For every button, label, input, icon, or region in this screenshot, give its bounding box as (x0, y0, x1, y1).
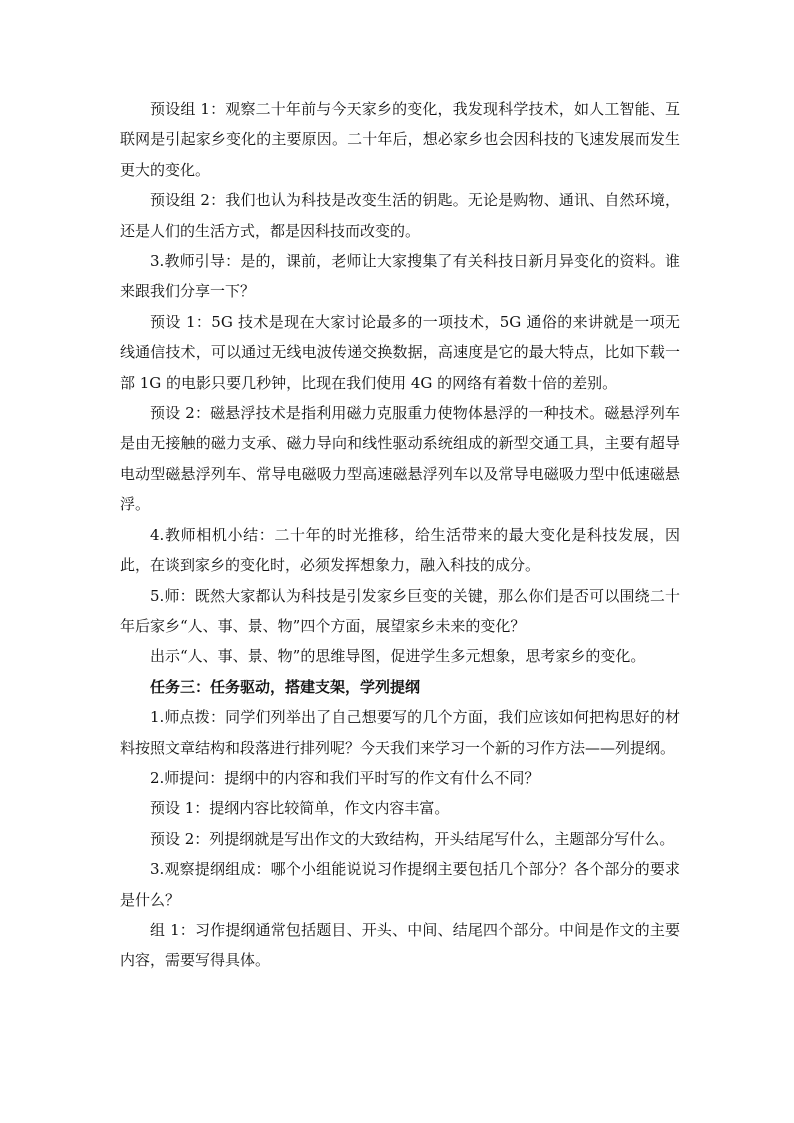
paragraph-preset-outline-2: 预设 2：列提纲就是写出作文的大致结构，开头结尾写什么，主题部分写什么。 (150, 829, 675, 848)
paragraph-group1-preset: 预设组 1：观察二十年前与今天家乡的变化，我发现科学技术，如人工智能、互联网是引起家乡变化的主要原因。二十年后，想必家乡也会因科技的飞速发展而发生更大的变化。 (120, 100, 680, 179)
paragraph-group2-preset: 预设组 2：我们也认为科技是改变生活的钥匙。无论是购物、通讯、自然环境，还是人们的生活方式，都是因科技而改变的。 (120, 191, 680, 240)
document-body (120, 94, 680, 976)
paragraph-group1-outline: 组 1：习作提纲通常包括题目、开头、中间、结尾四个部分。中间是作文的主要内容，需要写得具体。 (120, 920, 680, 970)
paragraph-teacher-question: 2.师提问：提纲中的内容和我们平时写的作文有什么不同？ (150, 768, 540, 787)
paragraph-preset-5g: 预设 1：5G 技术是现在大家讨论最多的一项技术，5G 通俗的来讲就是一项无线通信技术，可以通过无线电波传递交换数据，高速度是它的最大特点，比如下载一部 1G 的电影只要几秒钟，比现在我们使用 4G 的网络有着数十倍的差别。 (120, 312, 680, 392)
paragraph-preset-maglev: 预设 2：磁悬浮技术是指利用磁力克服重力使物体悬浮的一种技术。磁悬浮列车是由无接触的磁力支承、磁力导向和线性驱动系统组成的新型交通工具，主要有超导电动型磁悬浮列车、常导电磁吸力型高速磁悬浮列车以及常导电磁吸力型中低速磁悬浮。 (120, 404, 680, 514)
paragraph-preset-outline-1: 预设 1：提纲内容比较简单，作文内容丰富。 (150, 799, 450, 818)
paragraph-teacher-guide: 3.教师引导：是的，课前，老师让大家搜集了有关科技日新月异变化的资料。谁来跟我们分享一下？ (120, 252, 680, 301)
paragraph-mind-map: 出示“人、事、景、物”的思维导图，促进学生多元想象，思考家乡的变化。 (150, 647, 646, 666)
paragraph-teacher-prompt: 5.师：既然大家都认为科技是引发家乡巨变的关键，那么你们是否可以围绕二十年后家乡“人、事、景、物”四个方面，展望家乡未来的变化？ (120, 586, 680, 635)
section-heading-task3: 任务三：任务驱动，搭建支架，学列提纲 (150, 677, 421, 696)
paragraph-observe-outline: 3.观察提纲组成：哪个小组能说说习作提纲主要包括几个部分？各个部分的要求是什么？ (120, 860, 680, 909)
paragraph-teacher-summary: 4.教师相机小结：二十年的时光推移，给生活带来的最大变化是科技发展，因此，在谈到家乡的变化时，必须发挥想象力，融入科技的成分。 (120, 525, 680, 575)
paragraph-teacher-point: 1.师点拨：同学们列举出了自己想要写的几个方面，我们应该如何把构思好的材料按照文章结构和段落进行排列呢？今天我们来学习一个新的习作方法——列提纲。 (120, 708, 680, 757)
